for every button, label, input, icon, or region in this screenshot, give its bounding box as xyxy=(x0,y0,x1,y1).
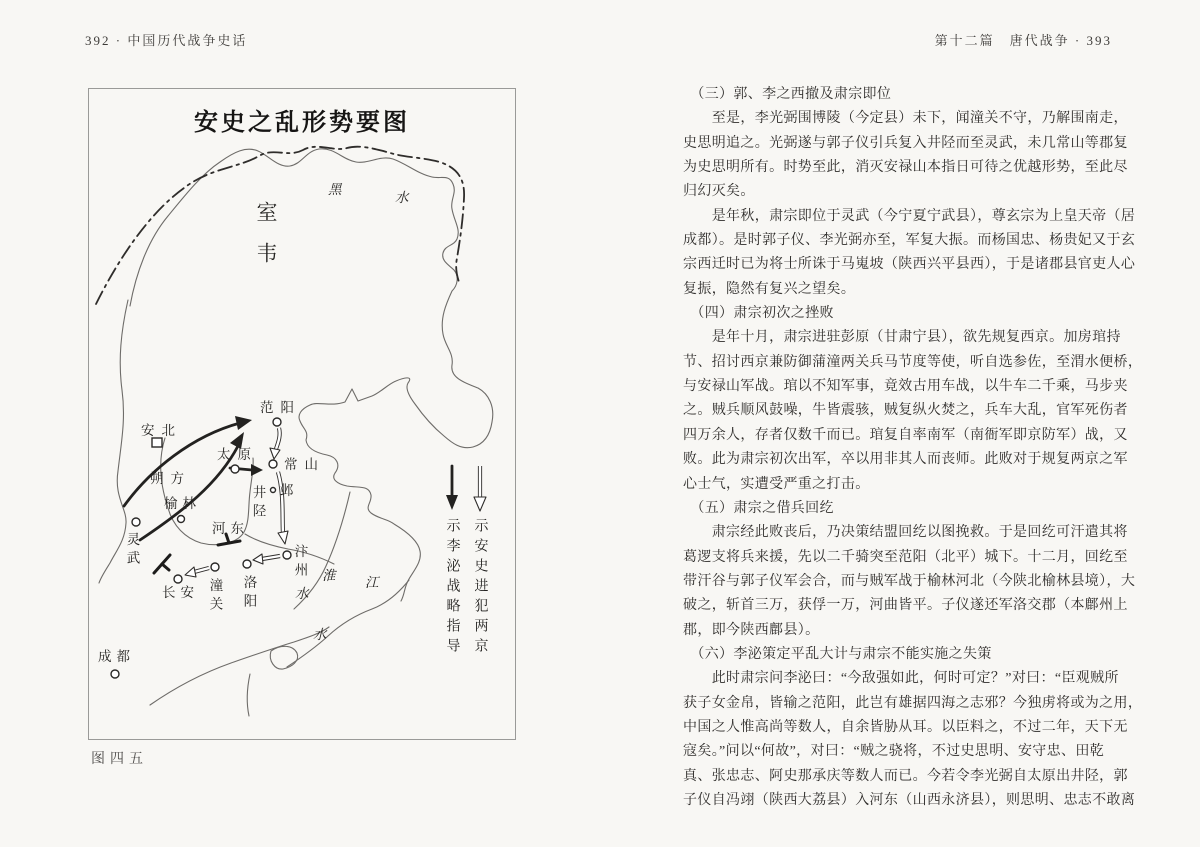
legend-label-libi: 示李泌战略指导 xyxy=(444,518,460,658)
city-label-taiyuan: 太原 xyxy=(217,447,258,462)
yulin-marker xyxy=(178,516,185,523)
text-line: 真、张忠志、阿史那承庆等数人而已。今若令李光弼自太原出井陉，郭 xyxy=(683,768,1128,784)
city-label-luoyang: 洛阳 xyxy=(241,575,257,612)
city-label-fanyang: 范阳 xyxy=(260,400,301,415)
pass-label-jingxing: 井陉 xyxy=(250,485,266,522)
text-line: 是年十月，肃宗进驻彭原（甘肃宁县），欲先规复西京。加房琯持 xyxy=(683,330,1121,346)
text-line: 成都）。是时郭子仪、李光弼亦至，军复大振。而杨国忠、杨贵妃又于玄 xyxy=(683,233,1136,249)
map-legend xyxy=(445,466,489,658)
text-line: 此时肃宗问李泌曰：“今敌强如此，何时可定？”对曰：“臣观贼所 xyxy=(683,671,1119,687)
city-label-yulin: 榆林 xyxy=(164,496,201,511)
text-line: 败。此为肃宗初次出军，卒以用非其人而丧师。此败对于规复两京之军 xyxy=(683,452,1128,468)
river-label-jiang-1: 江 xyxy=(365,575,379,590)
lingwu-marker xyxy=(132,518,140,526)
text-line: 为史思明所有。时势至此，消灭安禄山本指日可待之优越形势，至此尽 xyxy=(683,160,1128,176)
taiyuan-marker xyxy=(231,465,239,473)
city-label-changshan: 常山 xyxy=(284,457,325,472)
libi-arrowhead-north xyxy=(235,416,252,430)
right-page-text xyxy=(683,83,1153,813)
text-line: 中国之人惟高尚等数人，自余皆胁从耳。以臣料之，不过二年，天下无 xyxy=(683,719,1128,735)
text-line: 归幻灭矣。 xyxy=(683,184,755,200)
anshi-arrow-fanyang-changshan xyxy=(270,428,280,459)
text-line: 宗西迁时已为将士所诛于马嵬坡（陕西兴平县西），于是诸郡县官吏人心 xyxy=(683,257,1136,273)
river-label-jiang-2: 水 xyxy=(313,627,327,642)
anshi-rebellion-map xyxy=(88,88,516,740)
legend-solid-arrowhead xyxy=(446,495,458,510)
text-line: 至是，李光弼围博陵（今定县）未下，闻潼关不守，乃解围南走， xyxy=(683,111,1128,127)
libi-branch-arrowhead xyxy=(251,464,263,476)
text-line: 是年秋，肃宗即位于灵武（今宁夏宁武县），尊玄宗为上皇天帝（居 xyxy=(683,208,1136,224)
text-line: （三）郭、李之西撤及肃宗即位 xyxy=(683,87,892,102)
river-branch xyxy=(247,674,250,716)
city-label-bianzhou: 汴州 xyxy=(292,544,308,581)
text-line: 郡，即今陕西鄜县）。 xyxy=(683,622,820,638)
text-line: 与安禄山军战。琯以不知军事，竟效古用车战，以牛车二千乘，马步夹 xyxy=(683,379,1128,395)
text-line: （五）肃宗之借兵回纥 xyxy=(683,500,834,516)
bianzhou-marker xyxy=(283,551,291,559)
fanyang-marker xyxy=(273,418,281,426)
region-label-shuofang: 朔方 xyxy=(150,471,191,486)
city-label-anbei: 安北 xyxy=(141,423,182,438)
region-label-shiwei: 室韦 xyxy=(254,201,278,283)
text-line: 肃宗经此败丧后，乃决策结盟回纥以图挽救。于是回纥可汗遣其将 xyxy=(683,525,1128,541)
map-title: 安史之乱形势要图 xyxy=(194,110,410,136)
blocking-symbol-changan xyxy=(154,555,170,573)
north-landmass-coastline xyxy=(130,149,493,601)
city-label-ye: 邺 xyxy=(280,483,294,498)
left-page-header: 392 · 中国历代战争史话 xyxy=(85,33,248,48)
legend-outline-arrow xyxy=(474,466,486,511)
text-line: 史思明追之。光弼遂与郭子仪引兵复入井陉而至灵武，未几常山等郡复 xyxy=(683,135,1128,151)
city-label-changan: 长安 xyxy=(162,585,199,600)
chengdu-marker xyxy=(111,670,119,678)
text-line: 获子女金帛，皆输之范阳，此岂有雄据四海之志邪？今独虏将或为之用， xyxy=(683,695,1143,711)
south-coastline xyxy=(150,627,329,705)
right-page-header: 第十二篇 唐代战争 · 393 xyxy=(934,33,1112,48)
legend-label-anshi: 示安史进犯两京 xyxy=(472,518,488,658)
pass-label-tongguan: 潼关 xyxy=(207,578,223,615)
text-line: 葛逻支将兵来援，先以二千骑突至范阳（北平）城下。十二月，回纥至 xyxy=(683,549,1128,565)
changshan-marker xyxy=(269,460,277,468)
river-label-heishui-1: 黑 xyxy=(328,182,342,197)
text-line: 节、招讨西京兼防御蒲潼两关兵马节度等使，听自选参佐，至渭水便桥， xyxy=(683,354,1143,370)
changan-marker xyxy=(174,575,182,583)
text-line: （四）肃宗初次之挫败 xyxy=(683,306,834,322)
text-line: 之。贼兵顺风鼓噪，牛皆震骇，贼复纵火焚之，兵车大乱，官军死伤者 xyxy=(683,403,1128,419)
city-label-chengdu: 成都 xyxy=(98,649,135,664)
river-label-huai-1: 淮 xyxy=(322,568,336,583)
text-line: 破之，斩首三万，获俘一万，河曲皆平。子仪遂还军洛交郡（本鄜州上 xyxy=(683,598,1128,614)
lake-loop xyxy=(270,646,297,669)
text-line: 带汗谷与郭子仪军会合，而与贼军战于榆林河北（今陕北榆林县境），大 xyxy=(683,573,1136,589)
frontier-boundary-line xyxy=(96,147,464,304)
anbei-square-marker xyxy=(152,438,162,447)
river-label-heishui-2: 水 xyxy=(395,190,409,205)
text-line: 四万余人，存者仅数千而已。琯复自率南军（南衙军即京防军）战，又 xyxy=(683,427,1128,443)
river-label-huai-2: 水 xyxy=(295,586,309,601)
ye-marker xyxy=(271,488,276,493)
map-figure xyxy=(88,88,516,745)
text-line: 心士气，实遭受严重之打击。 xyxy=(683,476,870,492)
text-line: 子仪自冯翊（陕西大荔县）入河东（山西永济县），则思明、忠志不敢离 xyxy=(683,792,1136,808)
figure-caption: 图四五 xyxy=(91,752,148,767)
anshi-arrow-bianzhou-luoyang xyxy=(253,554,280,564)
text-line: （六）李泌策定平乱大计与肃宗不能实施之失策 xyxy=(683,646,992,662)
city-label-lingwu: 灵武 xyxy=(124,532,140,569)
region-label-hedong: 河东 xyxy=(212,521,249,536)
anshi-arrow-tongguan-changan xyxy=(185,567,209,577)
tongguan-marker xyxy=(211,563,219,571)
text-line: 寇矣。”问以“何故”，对曰：“贼之骁将，不过史思明、安守忠、田乾 xyxy=(683,744,1105,760)
luoyang-marker xyxy=(243,560,251,568)
text-line: 复振，隐然有复兴之望矣。 xyxy=(683,281,856,297)
